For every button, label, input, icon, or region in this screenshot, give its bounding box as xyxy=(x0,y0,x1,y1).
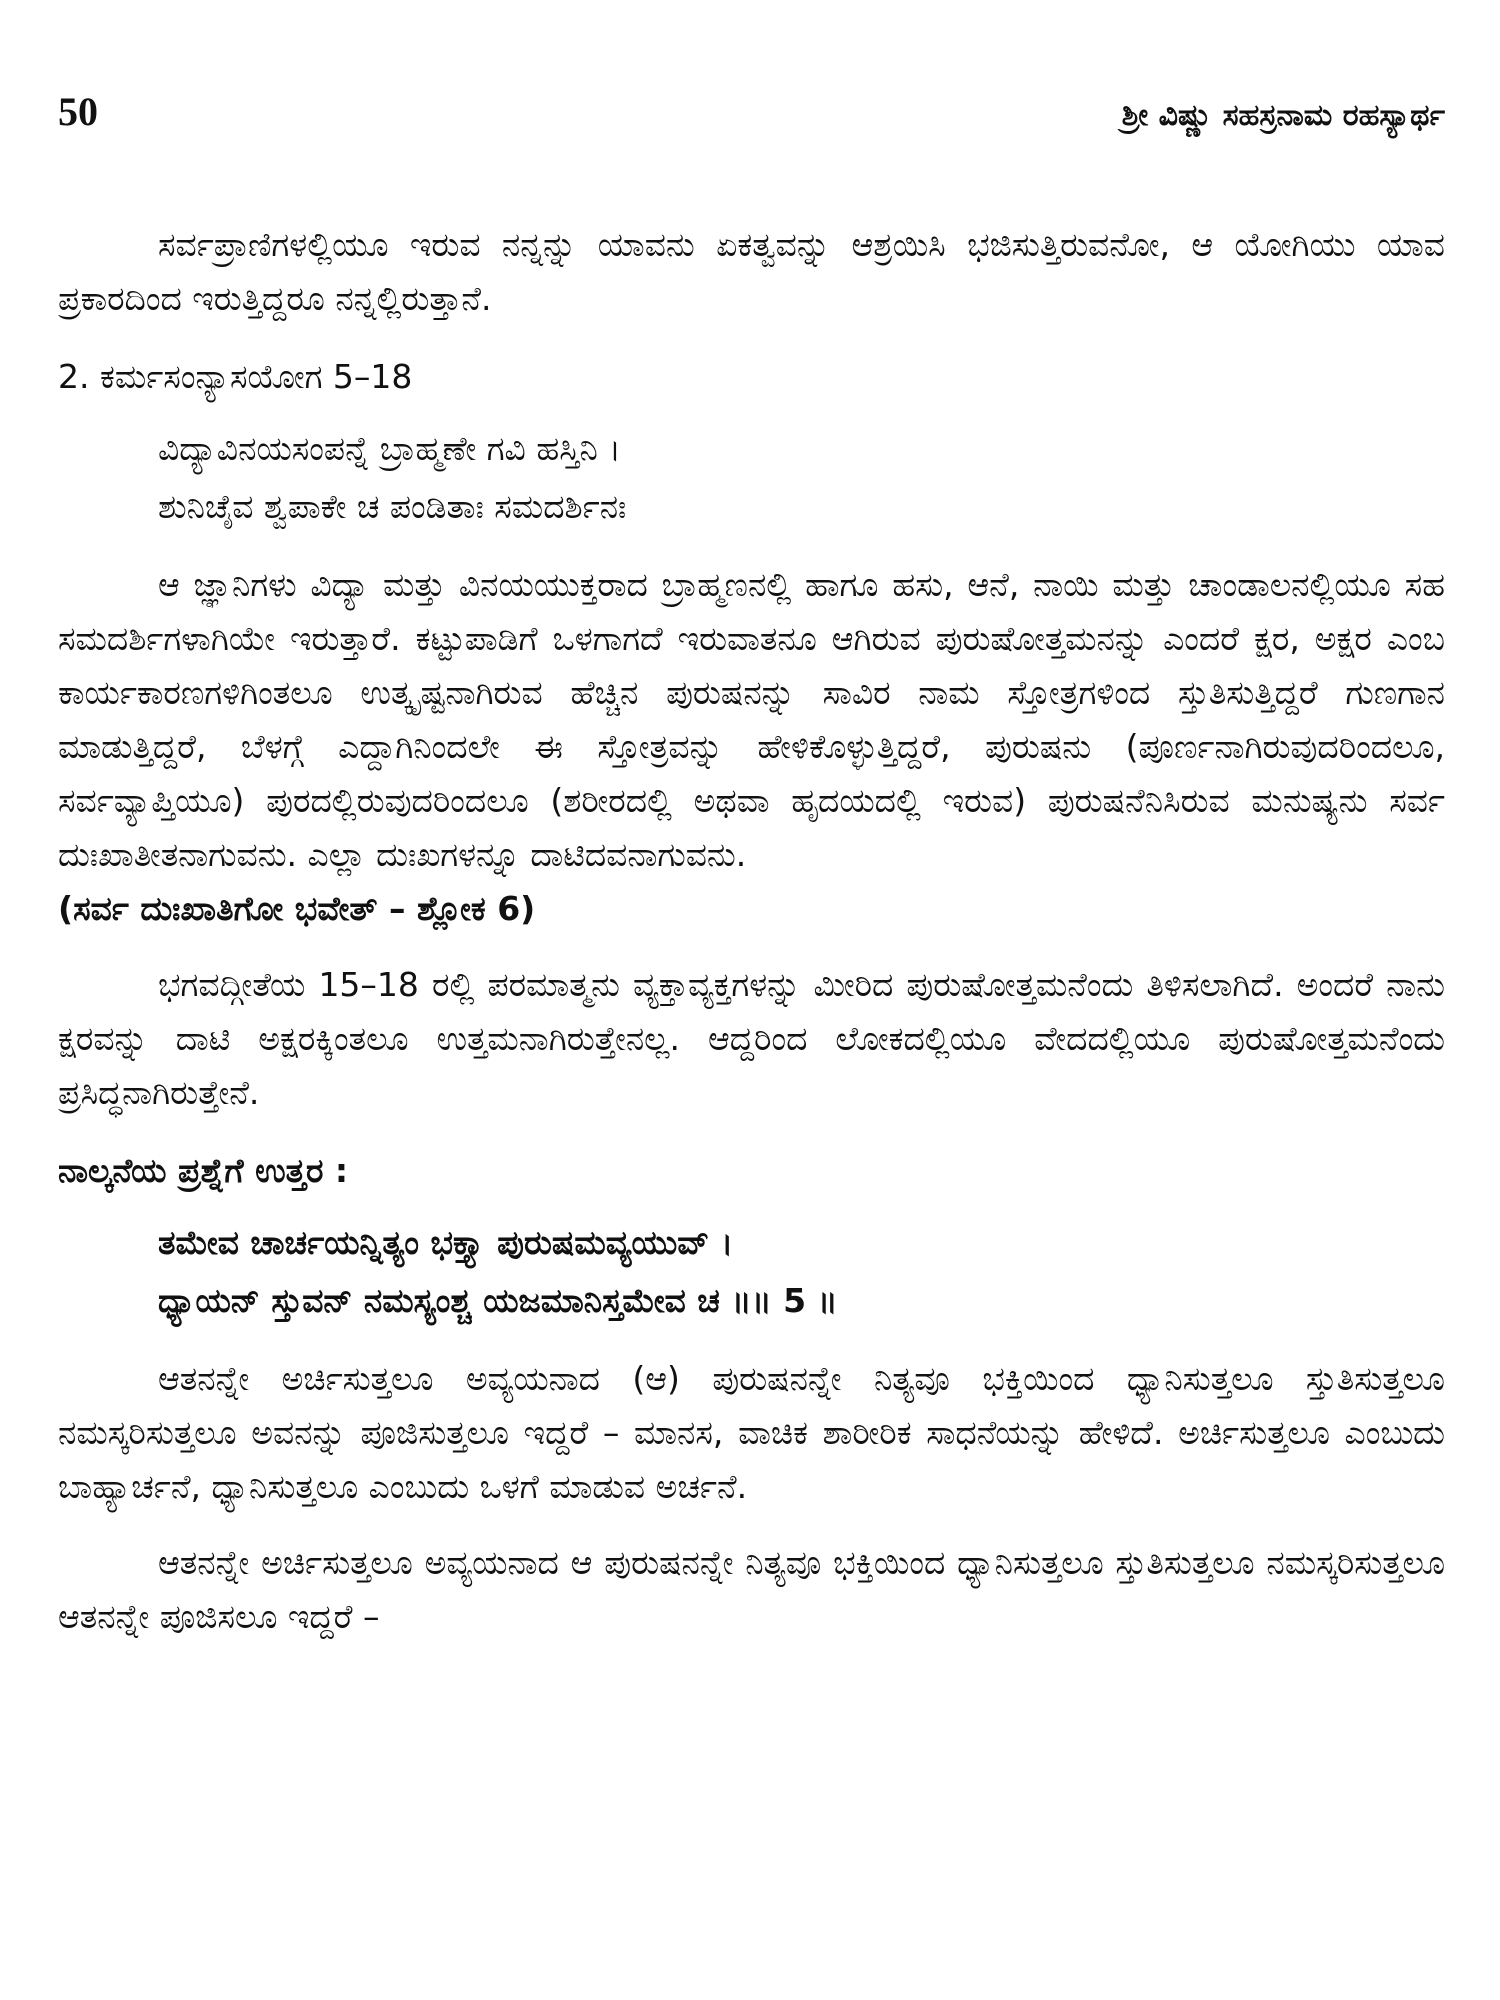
verse-reference: (ಸರ್ವ ದುಃಖಾತಿಗೋ ಭವೇತ್ – ಶ್ಲೋಕ 6) xyxy=(58,889,536,928)
page-number: 50 xyxy=(58,89,98,134)
verse-line: ವಿದ್ಯಾವಿನಯಸಂಪನ್ನೆ ಬ್ರಾಹ್ಮಣೇ ಗವಿ ಹಸ್ತಿನಿ । xyxy=(158,429,621,468)
verse-line: ಶುನಿಚೈವ ಶ್ವಪಾಕೇ ಚ ಪಂಡಿತಾಃ ಸಮದರ್ಶಿನಃ xyxy=(158,487,627,526)
verse-block-1 xyxy=(158,420,1445,536)
paragraph-5: ಆತನನ್ನೇ ಅರ್ಚಿಸುತ್ತಲೂ ಅವ್ಯಯನಾದ ಆ ಪುರುಷನನ್ನೇ ನಿತ್ಯವೂ ಭಕ್ತಿಯಿಂದ ಧ್ಯಾನಿಸುತ್ತಲೂ ಸ್ತುತಿಸುತ್ತಲೂ ನಮಸ್ಕರಿಸುತ್ತಲೂ ಆತನನ್ನೇ ಪೂಜಿಸಲೂ ಇದ್ದರೆ – xyxy=(58,1543,1445,1636)
page-body xyxy=(58,218,1445,1644)
running-title: ಶ್ರೀ ವಿಷ್ಣು ಸಹಸ್ರನಾಮ ರಹಸ್ಯಾರ್ಥ xyxy=(1121,98,1445,133)
verse-block-2 xyxy=(158,1214,1445,1330)
answer-heading: ನಾಲ್ಕನೆಯ ಪ್ರಶ್ನೆಗೆ ಉತ್ತರ : xyxy=(58,1151,349,1190)
paragraph-2: ಆ ಜ್ಞಾನಿಗಳು ವಿದ್ಯಾ ಮತ್ತು ವಿನಯಯುಕ್ತರಾದ ಬ್ರಾಹ್ಮಣನಲ್ಲಿ ಹಾಗೂ ಹಸು, ಆನೆ, ನಾಯಿ ಮತ್ತು ಚಾಂಡಾಲನಲ್ಲಿಯೂ ಸಹ ಸಮದರ್ಶಿಗಳಾಗಿಯೇ ಇರುತ್ತಾರೆ. ಕಟ್ಟುಪಾಡಿಗೆ ಒಳಗಾಗದೆ ಇರುವಾತನೂ ಆಗಿರುವ ಪುರುಷೋತ್ತಮನನ್ನು ಎಂದರೆ ಕ್ಷರ, ಅಕ್ಷರ ಎಂಬ ಕಾರ್ಯಕಾರಣಗಳಿಗಿಂತಲೂ ಉತ್ಕೃಷ್ಟನಾಗಿರುವ ಹೆಚ್ಚಿನ ಪುರುಷನನ್ನು ಸಾವಿರ ನಾಮ ಸ್ತೋತ್ರಗಳಿಂದ ಸ್ತುತಿಸುತ್ತಿದ್ದರೆ ಗುಣಗಾನ ಮಾಡುತ್ತಿದ್ದರೆ, ಬೆಳಗ್ಗೆ ಎದ್ದಾಗಿನಿಂದಲೇ ಈ ಸ್ತೋತ್ರವನ್ನು ಹೇಳಿಕೊಳ್ಳುತ್ತಿದ್ದರೆ, ಪುರುಷನು (ಪೂರ್ಣನಾಗಿರುವುದರಿಂದಲೂ, ಸರ್ವವ್ಯಾಪ್ತಿಯೂ) ಪುರದಲ್ಲಿರುವುದರಿಂದಲೂ (ಶರೀರದಲ್ಲಿ ಅಥವಾ ಹೃದಯದಲ್ಲಿ ಇರುವ) ಪುರುಷನೆನಿಸಿರುವ ಮನುಷ್ಯನು ಸರ್ವ ದುಃಖಾತೀತನಾಗುವನು. ಎಲ್ಲಾ ದುಃಖಗಳನ್ನೂ ದಾಟಿದವನಾಗುವನು. xyxy=(58,565,1445,874)
section-heading: 2. ಕರ್ಮಸಂನ್ಯಾಸಯೋಗ 5–18 xyxy=(58,357,413,396)
paragraph-3: ಭಗವದ್ಗೀತೆಯ 15–18 ರಲ್ಲಿ ಪರಮಾತ್ಮನು ವ್ಯಕ್ತಾವ್ಯಕ್ತಗಳನ್ನು ಮೀರಿದ ಪುರುಷೋತ್ತಮನೆಂದು ತಿಳಿಸಲಾಗಿದೆ. ಅಂದರೆ ನಾನು ಕ್ಷರವನ್ನು ದಾಟಿ ಅಕ್ಷರಕ್ಕಿಂತಲೂ ಉತ್ತಮನಾಗಿರುತ್ತೇನಲ್ಲ. ಆದ್ದರಿಂದ ಲೋಕದಲ್ಲಿಯೂ ವೇದದಲ್ಲಿಯೂ ಪುರುಷೋತ್ತಮನೆಂದು ಪ್ರಸಿದ್ಧನಾಗಿರುತ್ತೇನೆ. xyxy=(58,965,1445,1112)
paragraph-1: ಸರ್ವಪ್ರಾಣಿಗಳಲ್ಲಿಯೂ ಇರುವ ನನ್ನನ್ನು ಯಾವನು ಏಕತ್ವವನ್ನು ಆಶ್ರಯಿಸಿ ಭಜಿಸುತ್ತಿರುವನೋ, ಆ ಯೋಗಿಯು ಯಾವ ಪ್ರಕಾರದಿಂದ ಇರುತ್ತಿದ್ದರೂ ನನ್ನಲ್ಲಿರುತ್ತಾನೆ. xyxy=(58,225,1445,318)
paragraph-4: ಆತನನ್ನೇ ಅರ್ಚಿಸುತ್ತಲೂ ಅವ್ಯಯನಾದ (ಆ) ಪುರುಷನನ್ನೇ ನಿತ್ಯವೂ ಭಕ್ತಿಯಿಂದ ಧ್ಯಾನಿಸುತ್ತಲೂ ಸ್ತುತಿಸುತ್ತಲೂ ನಮಸ್ಕರಿಸುತ್ತಲೂ ಅವನನ್ನು ಪೂಜಿಸುತ್ತಲೂ ಇದ್ದರೆ – ಮಾನಸ, ವಾಚಿಕ ಶಾರೀರಿಕ ಸಾಧನೆಯನ್ನು ಹೇಳಿದೆ. ಅರ್ಚಿಸುತ್ತಲೂ ಎಂಬುದು ಬಾಹ್ಯಾರ್ಚನೆ, ಧ್ಯಾನಿಸುತ್ತಲೂ ಎಂಬುದು ಒಳಗೆ ಮಾಡುವ ಅರ್ಚನೆ. xyxy=(58,1359,1445,1506)
page-header xyxy=(58,88,1445,135)
verse-line: ಧ್ಯಾಯನ್ ಸ್ತುವನ್ ನಮಸ್ಯಂಶ್ಚ ಯಜಮಾನಿಸ್ತಮೇವ ಚ ॥॥ 5 ॥ xyxy=(158,1281,838,1320)
verse-line: ತಮೇವ ಚಾರ್ಚಯನ್ನಿತ್ಯಂ ಭಕ್ತ್ಯಾ ಪುರುಷಮವ್ಯಯುವ್ । xyxy=(158,1223,734,1262)
